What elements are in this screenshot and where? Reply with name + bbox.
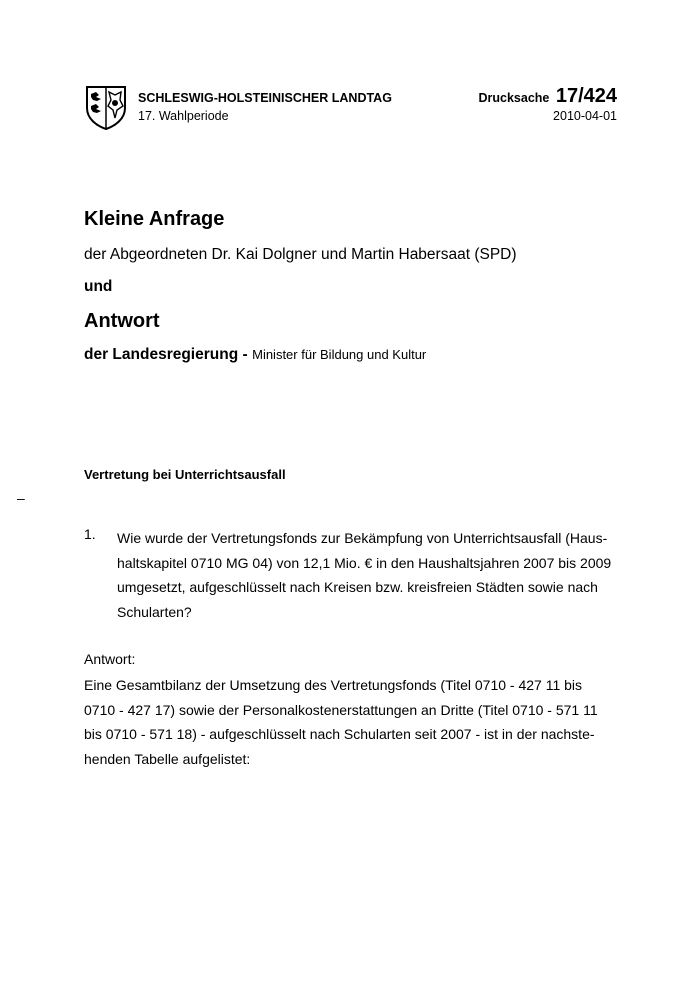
- government-line: [84, 346, 426, 364]
- answer-text: [84, 673, 619, 771]
- question-text: [117, 526, 622, 624]
- question-line: haltskapitel 0710 MG 04) von 12,1 Mio. € in den Haushaltsjahren 2007 bis 2009: [117, 554, 612, 571]
- ministry-name: Minister für Bildung und Kultur: [252, 347, 427, 362]
- question-line: umgesetzt, aufgeschlüsselt nach Kreisen bzw. kreisfreien Städten sowie nach: [117, 579, 598, 595]
- answer-label: Antwort:: [84, 651, 136, 667]
- drucksache-number-block: [479, 85, 618, 108]
- authors-line: der Abgeordneten Dr. Kai Dolgner und Martin Habersaat (SPD): [84, 246, 517, 263]
- answer-line: bis 0710 - 571 18) - aufgeschlüsselt nach Schularten seit 2007 - ist in der nachste-: [84, 726, 595, 742]
- answer-heading: Antwort: [84, 310, 160, 332]
- drucksache-number: 17/424: [555, 85, 617, 107]
- und-line: und: [84, 278, 113, 295]
- organization-name: SCHLESWIG-HOLSTEINISCHER LANDTAG: [138, 91, 392, 105]
- answer-line: 0710 - 427 17) sowie der Personalkostenerstattungen an Dritte (Titel 0710 - 571 11: [84, 701, 598, 718]
- document-date: 2010-04-01: [553, 109, 617, 123]
- margin-dash: –: [17, 490, 25, 506]
- answer-line: Eine Gesamtbilanz der Umsetzung des Vertretungsfonds (Titel 0710 - 427 11 bis: [84, 677, 583, 693]
- subject-heading: Vertretung bei Unterrichtsausfall: [84, 467, 286, 482]
- government-label: der Landesregierung -: [84, 346, 248, 363]
- drucksache-label: Drucksache: [478, 91, 550, 105]
- question-line: Schularten?: [117, 603, 192, 620]
- answer-line: henden Tabelle aufgelistet:: [84, 750, 251, 767]
- legislative-period: 17. Wahlperiode: [138, 109, 229, 123]
- question-line: Wie wurde der Vertretungsfonds zur Bekämpfung von Unterrichtsausfall (Haus-: [117, 530, 608, 546]
- question-number: 1.: [84, 526, 96, 542]
- document-type-heading: Kleine Anfrage: [84, 208, 225, 230]
- coat-of-arms-logo: [84, 84, 128, 130]
